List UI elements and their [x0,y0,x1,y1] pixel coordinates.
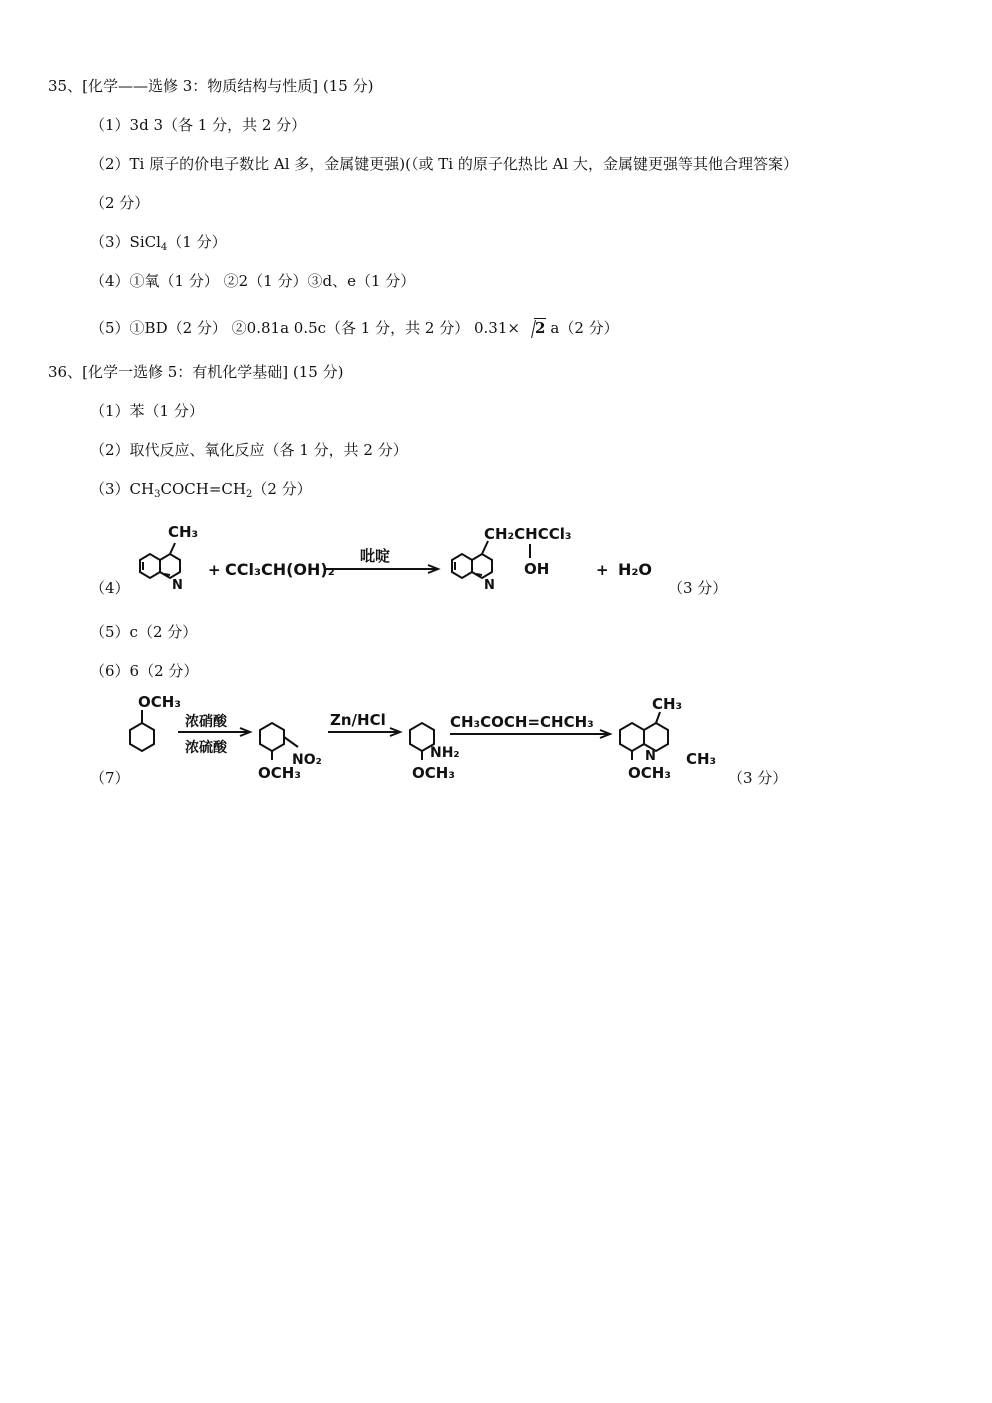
q36-answer-4-label: （4） [90,579,130,597]
q35-answer-2-score: （2 分） [90,194,150,212]
reactant-methyl-label: CH₃ [168,523,199,541]
condition-1-bottom: 浓硫酸 [185,740,227,756]
reagent-label: CCl₃CH(OH)₂ [225,560,335,579]
byproduct-water: H₂O [618,560,652,579]
q36-answer-7-label: （7） [90,769,130,787]
condition-3: CH₃COCH=CHCH₃ [450,713,594,731]
q35-answer-3: （3）SiCl$_4$（1 分） [90,233,227,253]
q36-answer-5: （5）c（2 分） [90,623,198,641]
intermediate-1-och3: OCH₃ [258,764,301,782]
product-oh-label: OH [524,560,550,578]
sqrt-symbol: 2 [522,318,546,338]
q36-answer-4-score: （3 分） [668,579,728,597]
reaction-7-scheme [120,690,740,790]
intermediate-2-och3: OCH₃ [412,764,455,782]
plus-sign-1: + [208,561,221,579]
q36-answer-6: （6）6（2 分） [90,662,199,680]
condition-label: 吡啶 [360,547,391,565]
product-och3: OCH₃ [628,764,671,782]
reaction-4-scheme [120,515,680,605]
reactant-ring-n: N [172,578,183,593]
product-chain-label: CH₂CHCCl₃ [484,525,572,543]
product-ch3-top: CH₃ [652,695,683,713]
q35-answer-2: （2）Ti 原子的价电子数比 Al 多，金属键更强)(（或 Ti 的原子化热比 Al 大，金属键更强等其他合理答案） [90,155,798,173]
q36-heading: 36、[化学一选修 5：有机化学基础] (15 分) [48,363,344,381]
plus-sign-2: + [596,561,609,579]
condition-2: Zn/HCl [330,711,386,729]
product-ring-n: N [645,749,656,764]
product-ring-n: N [484,578,495,593]
q35-answer-5: （5）①BD（2 分） ②0.81a 0.5c（各 1 分，共 2 分） 0.31× 2 a（2 分） [90,319,619,337]
q36-answer-7-score: （3 分） [728,769,788,787]
product-ch3-right: CH₃ [686,750,717,768]
q36-answer-2: （2）取代反应、氧化反应（各 1 分，共 2 分） [90,441,408,459]
q36-answer-3: $(3)CH_3COCH=CH_2(2$ 分） [90,480,312,500]
q35-heading: 35、[化学——选修 3：物质结构与性质] (15 分) [48,77,374,95]
intermediate-2-nh2: NH₂ [430,745,460,761]
intermediate-1-no2: NO₂ [292,752,322,768]
q36-answer-1: （1）苯（1 分） [90,402,204,420]
q35-answer-4: （4）①氧（1 分） ②2（1 分）③d、e（1 分） [90,272,416,290]
start-och3-label: OCH₃ [138,693,181,711]
q35-answer-1: （1）3d 3（各 1 分，共 2 分） [90,116,307,134]
condition-1-top: 浓硝酸 [185,714,227,730]
